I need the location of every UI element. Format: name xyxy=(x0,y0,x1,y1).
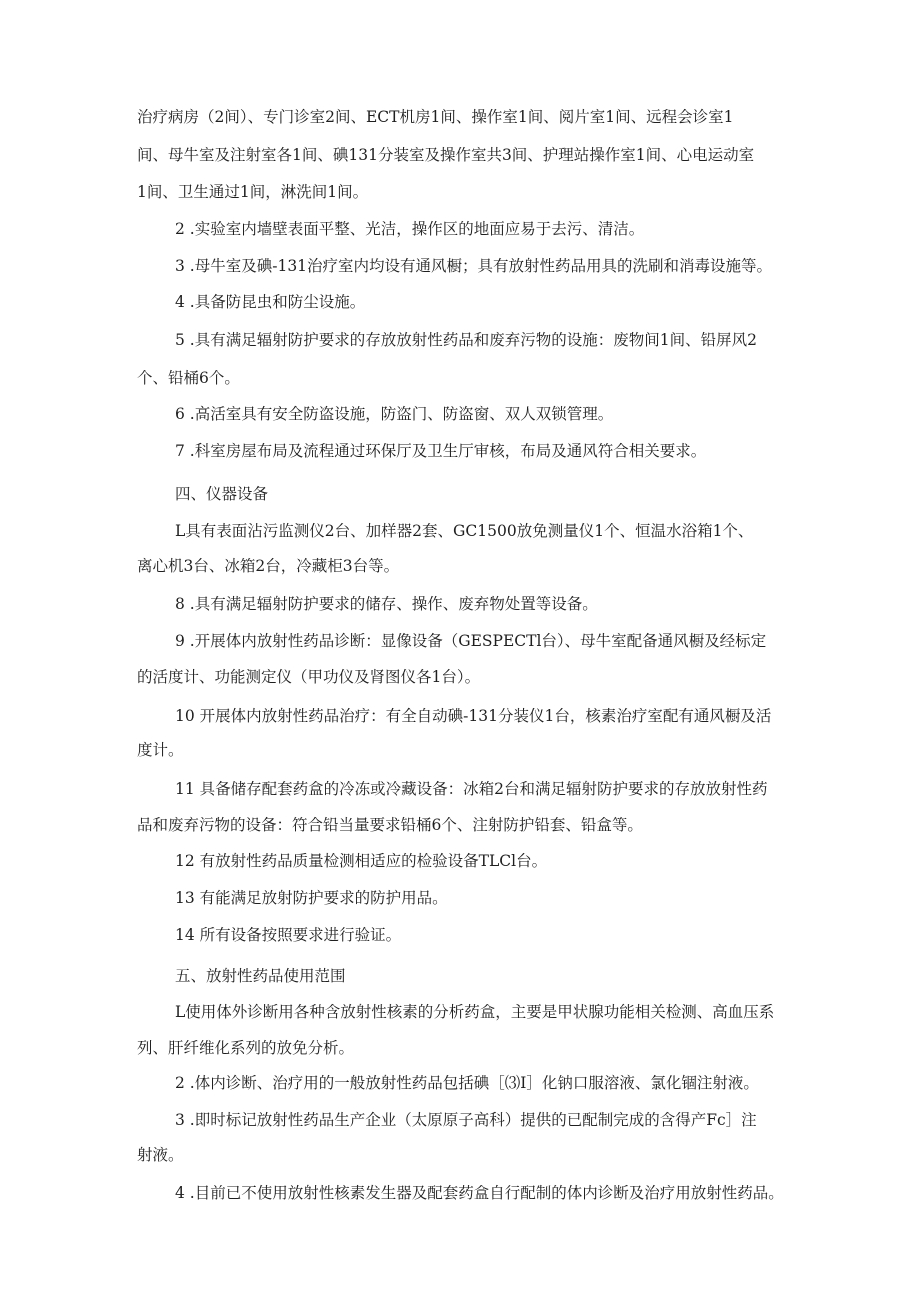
text-line-23: 14 所有设备按照要求进行验证。 xyxy=(175,926,402,944)
text-line-8: 个、铅桶6个。 xyxy=(137,369,240,387)
text-line-1: 治疗病房（2间）、专门诊室2间、ECT机房1间、操作室1间、阅片室1间、远程会诊室1 xyxy=(137,108,734,126)
text-line-29: 射液。 xyxy=(137,1146,184,1164)
text-line-13: 离心机3台、冰箱2台，冷藏柜3台等。 xyxy=(137,557,400,575)
text-line-10: 7 .科室房屋布局及流程通过环保厅及卫生厅审核，布局及通风符合相关要求。 xyxy=(175,442,707,460)
text-line-22: 13 有能满足放射防护要求的防护用品。 xyxy=(175,889,448,907)
text-line-14: 8 .具有满足辐射防护要求的储存、操作、废弃物处置等设备。 xyxy=(175,595,598,613)
text-line-15: 9 .开展体内放射性药品诊断：显像设备（GESPECTl台）、母牛室配备通风橱及经标定 xyxy=(175,632,767,650)
text-line-17: 10 开展体内放射性药品治疗：有全自动碘-131分装仪1台，核素治疗室配有通风橱及活 xyxy=(175,707,772,725)
section-heading-4: 四、仪器设备 xyxy=(175,485,269,503)
text-line-7: 5 .具有满足辐射防护要求的存放放射性药品和废弃污物的设施：废物间1间、铅屏风2 xyxy=(175,331,757,349)
text-line-12: L具有表面沾污监测仪2台、加样器2套、GC1500放免测量仪1个、恒温水浴箱1个、 xyxy=(175,522,754,540)
text-line-18: 度计。 xyxy=(137,741,184,759)
text-line-21: 12 有放射性药品质量检测相适应的检验设备TLCl台。 xyxy=(175,852,548,870)
section-heading-5: 五、放射性药品使用范围 xyxy=(175,967,346,985)
text-line-4: 2 .实验室内墙壁表面平整、光洁，操作区的地面应易于去污、清洁。 xyxy=(175,220,645,238)
text-line-19: 11 具备储存配套药盒的冷冻或冷藏设备：冰箱2台和满足辐射防护要求的存放放射性药 xyxy=(175,780,768,798)
text-line-26: 列、肝纤维化系列的放免分析。 xyxy=(137,1039,355,1057)
text-line-27: 2 .体内诊断、治疗用的一般放射性药品包括碘［⑶I］化钠口服溶液、氯化锢注射液。 xyxy=(175,1074,759,1092)
text-line-3: 1间、卫生通过1间，淋洗间1间。 xyxy=(137,183,369,201)
text-line-2: 间、母牛室及注射室各1间、碘131分装室及操作室共3间、护理站操作室1间、心电运动室 xyxy=(137,146,755,164)
text-line-28: 3 .即时标记放射性药品生产企业（太原原子高科）提供的已配制完成的含得产Fc］注 xyxy=(175,1111,757,1129)
text-line-30: 4 .目前已不使用放射性核素发生器及配套药盒自行配制的体内诊断及治疗用放射性药品。 xyxy=(175,1184,784,1202)
text-line-25: L使用体外诊断用各种含放射性核素的分析药盒，主要是甲状腺功能相关检测、高血压系 xyxy=(175,1003,775,1021)
text-line-20: 品和废弃污物的设备：符合铅当量要求铅桶6个、注射防护铅套、铅盒等。 xyxy=(137,816,643,834)
text-line-5: 3 .母牛室及碘-131治疗室内均设有通风橱；具有放射性药品用具的洗刷和消毒设施等。 xyxy=(175,257,773,275)
text-line-9: 6 .高活室具有安全防盗设施，防盗门、防盗窗、双人双锁管理。 xyxy=(175,405,614,423)
text-line-6: 4 .具备防昆虫和防尘设施。 xyxy=(175,293,366,311)
text-line-16: 的活度计、功能测定仪（甲功仪及肾图仪各1台）。 xyxy=(137,668,481,686)
